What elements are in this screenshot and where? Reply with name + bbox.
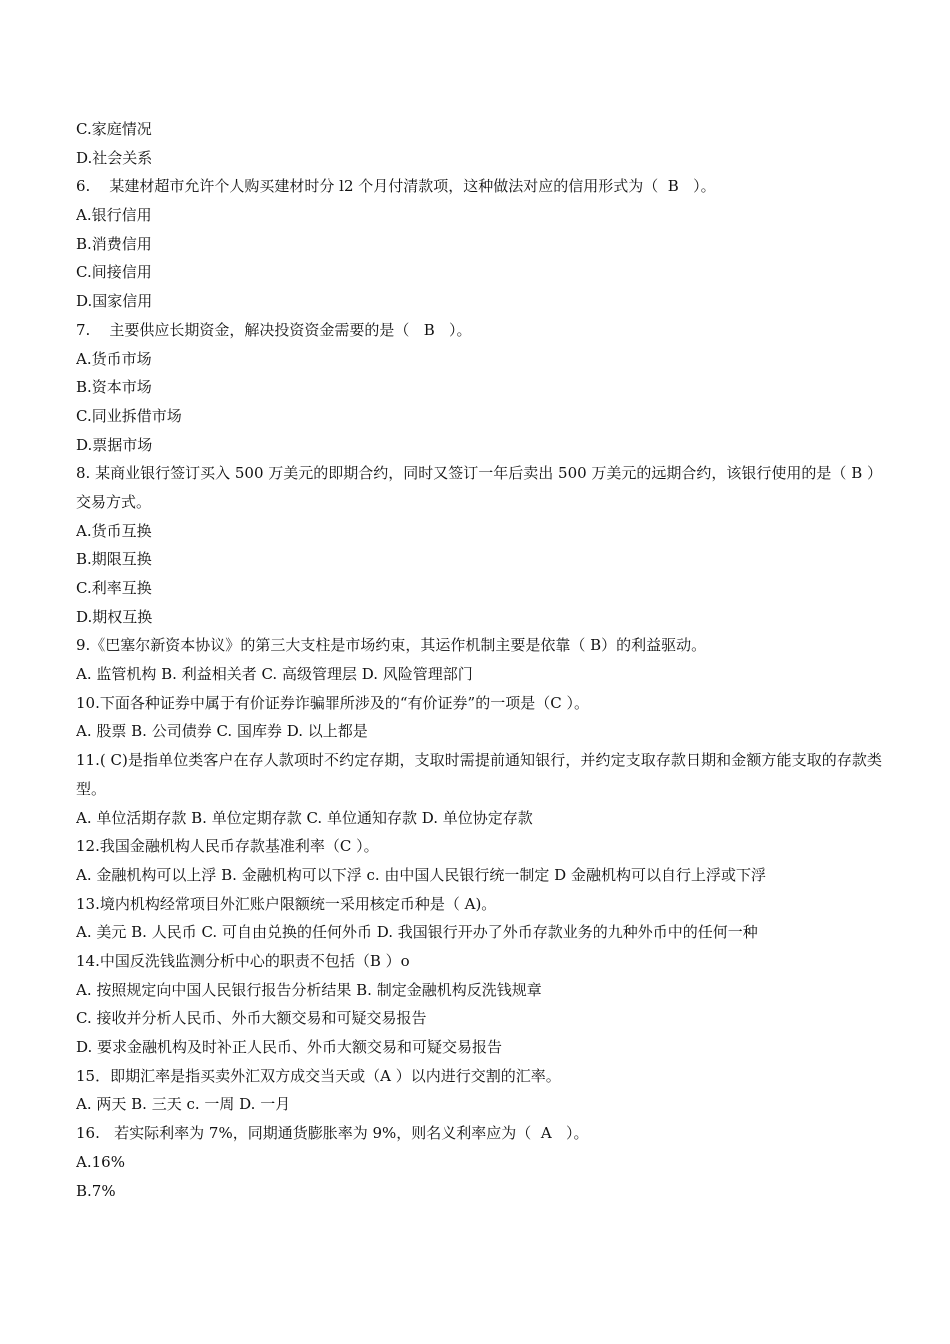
option-line: A. 美元 B. 人民币 C. 可自由兑换的任何外币 D. 我国银行开办了外币存款业务的九种外币中的任何一种 <box>76 923 758 942</box>
option-line: B.7% <box>76 1181 116 1200</box>
option-line: B.消费信用 <box>76 234 152 253</box>
option-line: D. 要求金融机构及时补正人民币、外币大额交易和可疑交易报告 <box>76 1038 503 1057</box>
option-line: B.资本市场 <box>76 378 152 397</box>
option-line: D.社会关系 <box>76 148 153 167</box>
option-line: C.利率互换 <box>76 579 152 598</box>
question-line: 16. 若实际利率为 7%，同期通货膨胀率为 9%，则名义利率应为（ A ）。 <box>76 1124 589 1143</box>
option-line: D.票据市场 <box>76 435 153 454</box>
question-line: 8. 某商业银行签订买入 500 万美元的即期合约，同时又签订一年后卖出 500 万美元的远期合约，该银行使用的是（ B ）交易方式。 <box>76 464 882 511</box>
option-line: A. 金融机构可以上浮 B. 金融机构可以下浮 c. 由中国人民银行统一制定 D 金融机构可以自行上浮或下浮 <box>76 865 766 884</box>
option-line: B.期限互换 <box>76 550 152 569</box>
question-line: 9.《巴塞尔新资本协议》的第三大支柱是市场约束，其运作机制主要是依靠（ B）的利益驱动。 <box>76 636 707 655</box>
option-line: C.间接信用 <box>76 263 152 282</box>
option-line: A. 单位活期存款 B. 单位定期存款 C. 单位通知存款 D. 单位协定存款 <box>76 808 533 827</box>
option-line: C.家庭情况 <box>76 120 152 138</box>
question-line: 11.( C)是指单位类客户在存人款项时不约定存期，支取时需提前通知银行，并约定支取存款日期和金额方能支取的存款类型。 <box>76 751 882 798</box>
option-line: A. 按照规定向中国人民银行报告分析结果 B. 制定金融机构反洗钱规章 <box>76 980 542 999</box>
question-line: 15．即期汇率是指买卖外汇双方成交当天或（A ）以内进行交割的汇率。 <box>76 1066 561 1085</box>
question-line: 14.中国反洗钱监测分析中心的职责不包括（B ）o <box>76 952 410 970</box>
question-line: 7. 主要供应长期资金，解决投资资金需要的是（ B ）。 <box>76 320 472 339</box>
option-line: A.货币互换 <box>76 521 152 540</box>
option-line: C.同业拆借市场 <box>76 406 182 425</box>
option-line: A.货币市场 <box>76 349 152 368</box>
option-line: A. 两天 B. 三天 c. 一周 D. 一月 <box>76 1095 291 1114</box>
option-line: A. 监管机构 B. 利益相关者 C. 高级管理层 D. 风险管理部门 <box>76 665 473 684</box>
question-line: 13.境内机构经常项目外汇账户限额统一采用核定币种是（ A)。 <box>76 894 497 913</box>
question-list <box>76 115 882 1205</box>
option-line: A. 股票 B. 公司债券 C. 国库券 D. 以上都是 <box>76 722 368 741</box>
question-line: 10.下面各种证券中属于有价证券诈骗罪所涉及的“有价证券”的一项是（C ）。 <box>76 693 589 712</box>
option-line: A.银行信用 <box>76 206 152 225</box>
question-line: 12.我国金融机构人民币存款基准利率（C ）。 <box>76 837 379 856</box>
option-line: C. 接收并分析人民币、外币大额交易和可疑交易报告 <box>76 1009 427 1028</box>
question-line: 6. 某建材超市允许个人购买建材时分 l2 个月付清款项，这种做法对应的信用形式为（ B ）。 <box>76 177 716 196</box>
option-line: A.16% <box>76 1152 125 1171</box>
option-line: D.国家信用 <box>76 292 153 311</box>
option-line: D.期权互换 <box>76 607 153 626</box>
